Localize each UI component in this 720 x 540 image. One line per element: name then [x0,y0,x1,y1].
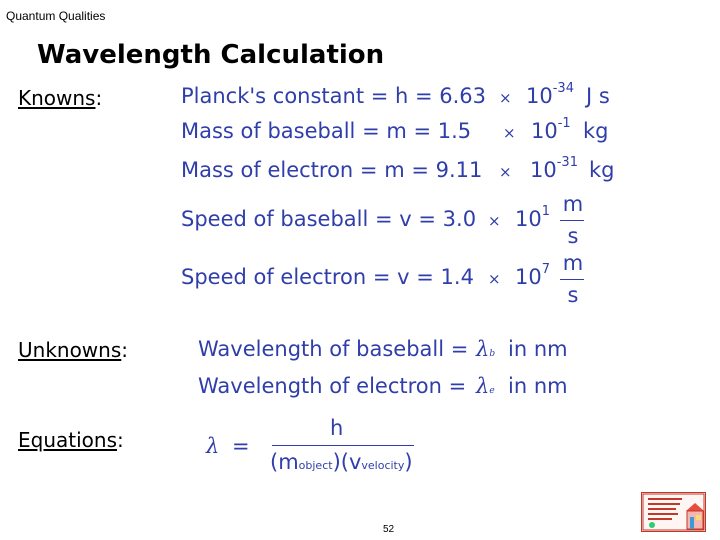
unknowns-label [18,338,128,362]
unit-numerator: m [562,251,584,275]
equation-fraction [270,416,416,476]
denominator-open-m: (m [270,450,299,474]
known-electron-speed-text: Speed of electron = v = 1.4 [181,265,474,289]
known-electron-speed-exp: 7 [541,262,551,277]
slide-header: Quantum Qualities [6,9,106,23]
denominator-close-v: )(v [332,450,362,474]
known-electron-mass-text: Mass of electron = m = 9.11 [181,158,483,182]
lambda-symbol: λ [206,434,220,458]
high-school-chemistry-logo [641,492,706,532]
unit-denominator: s [567,283,579,307]
unknown-baseball-unit: in nm [508,337,568,361]
equation-numerator: h [330,416,344,440]
lambda-subscript: e [489,386,495,396]
equations-label-text: Equations [18,428,117,452]
known-planck-unit: J s [586,84,610,108]
known-planck-base: 10 [526,84,553,108]
unit-denominator: s [567,224,579,248]
equation-equals: = [232,434,250,458]
unknown-baseball-text: Wavelength of baseball = [198,337,469,361]
knowns-label [18,86,102,110]
denominator-close: ) [404,450,413,474]
known-electron-mass-unit: kg [589,158,615,182]
lambda-symbol: λ [476,337,490,361]
known-baseball-mass-power [531,116,571,143]
subscript-object: object [298,459,333,472]
lambda-symbol: λ [476,374,490,398]
unknowns-colon: : [121,338,129,362]
equations-label [18,428,124,452]
known-electron-speed-power [515,262,551,289]
known-planck-exp: -34 [552,81,574,96]
known-baseball-speed-exp: 1 [541,204,551,219]
unknown-baseball-wavelength [198,337,598,365]
slide-title: Wavelength Calculation [37,40,385,70]
unknown-electron-symbol [476,374,495,398]
times-icon: × [503,124,516,142]
fraction-bar [560,220,584,221]
known-electron-mass [181,155,641,186]
known-baseball-speed-base: 10 [515,207,542,231]
lambda-subscript: b [489,349,496,359]
equations-colon: : [117,428,124,452]
times-icon: × [499,163,512,181]
unknown-electron-text: Wavelength of electron = [198,374,467,398]
unknown-electron-unit: in nm [508,374,568,398]
known-baseball-mass-unit: kg [583,119,609,143]
times-icon: × [499,89,512,107]
known-baseball-mass-exp: -1 [557,116,571,131]
equation-lhs [206,434,266,462]
unknowns-label-text: Unknowns [18,338,122,362]
known-planck-text: Planck's constant = h = 6.63 [181,84,487,108]
unknown-baseball-symbol [476,337,495,361]
known-electron-mass-base: 10 [530,158,557,182]
logo-icon [642,493,705,531]
known-electron-mass-power [530,155,578,182]
fraction-bar [560,279,584,280]
subscript-velocity: velocity [361,459,405,472]
knowns-colon: : [95,86,103,110]
known-planck [181,81,641,112]
known-baseball-speed-text: Speed of baseball = v = 3.0 [181,207,477,231]
baseball-speed-unit-fraction [558,192,588,252]
unit-numerator: m [562,192,584,216]
known-electron-mass-exp: -31 [556,155,578,170]
known-planck-power [526,81,574,108]
known-baseball-mass-text: Mass of baseball = m = 1.5 [181,119,472,143]
equation-fraction-bar [272,445,414,446]
unknown-electron-wavelength [198,374,598,402]
electron-speed-unit-fraction [558,251,588,311]
equation-denominator [270,450,413,474]
times-icon: × [488,270,501,288]
page-number: 52 [383,524,395,535]
known-baseball-speed-power [515,204,551,231]
known-baseball-mass [181,116,641,147]
knowns-label-text: Knowns [18,86,96,110]
known-electron-speed-base: 10 [515,265,542,289]
times-icon: × [488,212,501,230]
known-baseball-mass-base: 10 [531,119,558,143]
